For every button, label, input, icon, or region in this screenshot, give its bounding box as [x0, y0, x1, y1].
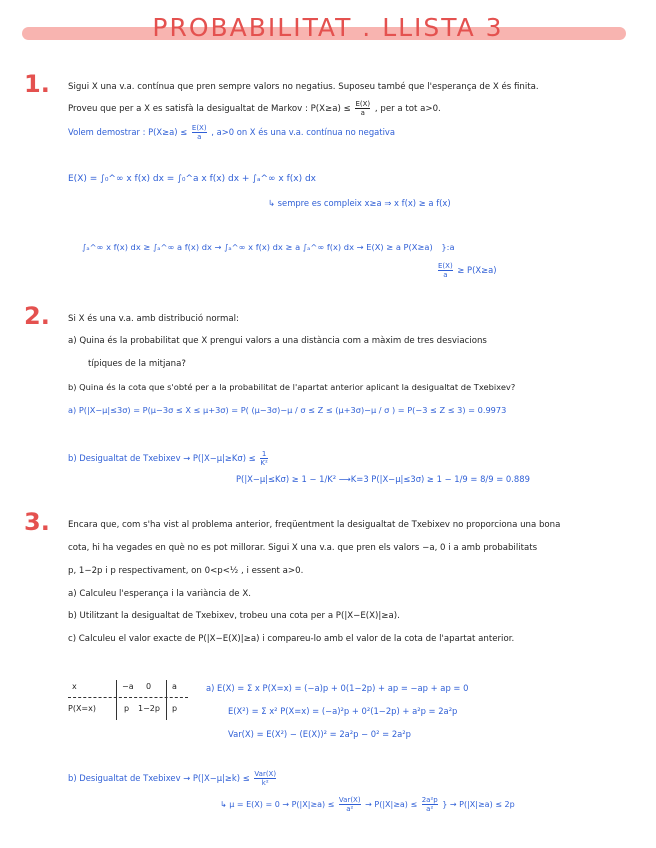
table-value-a: a: [172, 682, 177, 691]
problem-2-number: 2.: [24, 302, 50, 330]
problem-2-statement: Si X és una v.a. amb distribució normal:: [68, 314, 239, 324]
problem-1-work-line-1: Volem demostrar : P(X≥a) ≤ $\frac{E(X)}{a}$ , a>0 on X és una v.a. contínua no negativa: [68, 124, 395, 141]
problem-2-solution-a: a) P(|X−μ|≤3σ) = P(μ−3σ ≤ X ≤ μ+3σ) = P( (μ−3σ)−μ / σ ≤ Z ≤ (μ+3σ)−μ / σ ) = P(−3 ≤ Z ≤ 3) = 0.9973: [68, 405, 507, 415]
problem-3-number: 3.: [24, 508, 50, 536]
problem-1-work-expectation: E(X) = ∫₀^∞ x f(x) dx = ∫₀^a x f(x) dx + ∫ₐ^∞ x f(x) dx: [68, 174, 316, 184]
problem-3-part-b: b) Utilitzant la desigualtat de Txebixev, trobeu una cota per a P(|X−E(X)|≥a).: [68, 611, 400, 621]
problem-3-statement-line-1: Encara que, com s'ha vist al problema anterior, freqüentment la desigualtat de Txebixev no proporciona una bona: [68, 520, 561, 530]
problem-2-part-a-line-2: típiques de la mitjana?: [88, 359, 186, 369]
problem-1-work-note: ↳ sempre es compleix x≥a ⇒ x f(x) ≥ a f(x): [268, 198, 451, 208]
distribution-table: [68, 680, 188, 720]
problem-2-solution-b-line-1: b) Desigualtat de Txebixev → P(|X−μ|≥Kσ) ≤ $\frac{1}{\text{K²}}$: [68, 450, 268, 467]
problem-1-work-inequality: ∫ₐ^∞ x f(x) dx ≥ ∫ₐ^∞ a f(x) dx → ∫ₐ^∞ x f(x) dx ≥ a ∫ₐ^∞ f(x) dx → E(X) ≥ a P(X≥a) }:a: [82, 242, 455, 252]
table-divider-vertical-2: [166, 680, 167, 720]
work-fraction: $\frac{E(X)}{a}$: [191, 124, 207, 141]
table-value-minus-a: −a: [122, 682, 134, 691]
table-prob-zero: 1−2p: [138, 704, 160, 713]
problem-3-part-a: a) Calculeu l'esperança i la variància de X.: [68, 589, 251, 599]
problem-3-statement-line-3: p, 1−2p i p respectivament, on 0<p<½ , i essent a>0.: [68, 566, 304, 576]
table-value-zero: 0: [146, 682, 152, 691]
problem-1-number: 1.: [24, 70, 50, 98]
problem-3-solution-b-line-1: b) Desigualtat de Txebixev → P(|X−μ|≥k) ≤ $\frac{\text{Var(X)}}{\text{k²}}$: [68, 770, 277, 787]
problem-3-part-c: c) Calculeu el valor exacte de P(|X−E(X)|≥a) i compareu-lo amb el valor de la cota de l'apartat anterior.: [68, 634, 515, 644]
table-divider-vertical-1: [116, 680, 117, 720]
problem-3-solution-a-line-2: E(X²) = Σ x² P(X=x) = (−a)²p + 0²(1−2p) + a²p = 2a²p: [228, 706, 458, 716]
problem-1-statement-line-2: Proveu que per a X es satisfà la desigualtat de Markov : P(X≥a) ≤ $\frac{E(X)}{a}$ , per a tot a>0.: [68, 100, 441, 117]
table-prob-minus-a: p: [124, 704, 130, 713]
table-prob-a: p: [172, 704, 178, 713]
problem-2-part-b: b) Quina és la cota que s'obté per a la probabilitat de l'apartat anterior aplicant la desigualtat de Txebixev?: [68, 382, 516, 392]
problem-3-solution-a-line-1: a) E(X) = Σ x P(X=x) = (−a)p + 0(1−2p) + ap = −ap + ap = 0: [206, 683, 469, 693]
problem-3-statement-line-2: cota, hi ha vegades en què no es pot millorar. Sigui X una v.a. que pren els valors −a, 0 i a amb probabilitats: [68, 543, 538, 553]
problem-2-solution-b-line-2: P(|X−μ|≤Kσ) ≥ 1 − 1/K² ⟶K=3 P(|X−μ|≤3σ) ≥ 1 − 1/9 = 8/9 = 0.889: [236, 474, 530, 484]
problem-1-statement-line-1: Sigui X una v.a. contínua que pren sempre valors no negatius. Suposeu també que l'esperança de X és finita.: [68, 82, 539, 92]
page-title: PROBABILITAT . LLISTA 3: [152, 13, 504, 42]
problem-3-solution-a-line-3: Var(X) = E(X²) − (E(X))² = 2a²p − 0² = 2a²p: [228, 729, 411, 739]
table-header-x: x: [72, 682, 77, 691]
markov-fraction: $\frac{E(X)}{a}$: [355, 100, 371, 117]
problem-1-work-result: $\frac{E(X)}{a}$ ≥ P(X≥a): [438, 262, 497, 279]
table-header-prob: P(X=x): [68, 704, 96, 713]
table-divider-horizontal: [68, 697, 188, 698]
problem-3-solution-b-line-2: ↳ μ = E(X) = 0 → P(|X|≥a) ≤ $\frac{\text{Var(X)}}{\text{a²}}$ → P(|X|≥a) ≤ $\frac{\text{2a²p}}{\text{a²}}$ } → P(|X|≥a) ≤ 2p: [220, 796, 515, 813]
problem-2-part-a-line-1: a) Quina és la probabilitat que X prengui valors a una distància com a màxim de tres desviacions: [68, 336, 487, 346]
